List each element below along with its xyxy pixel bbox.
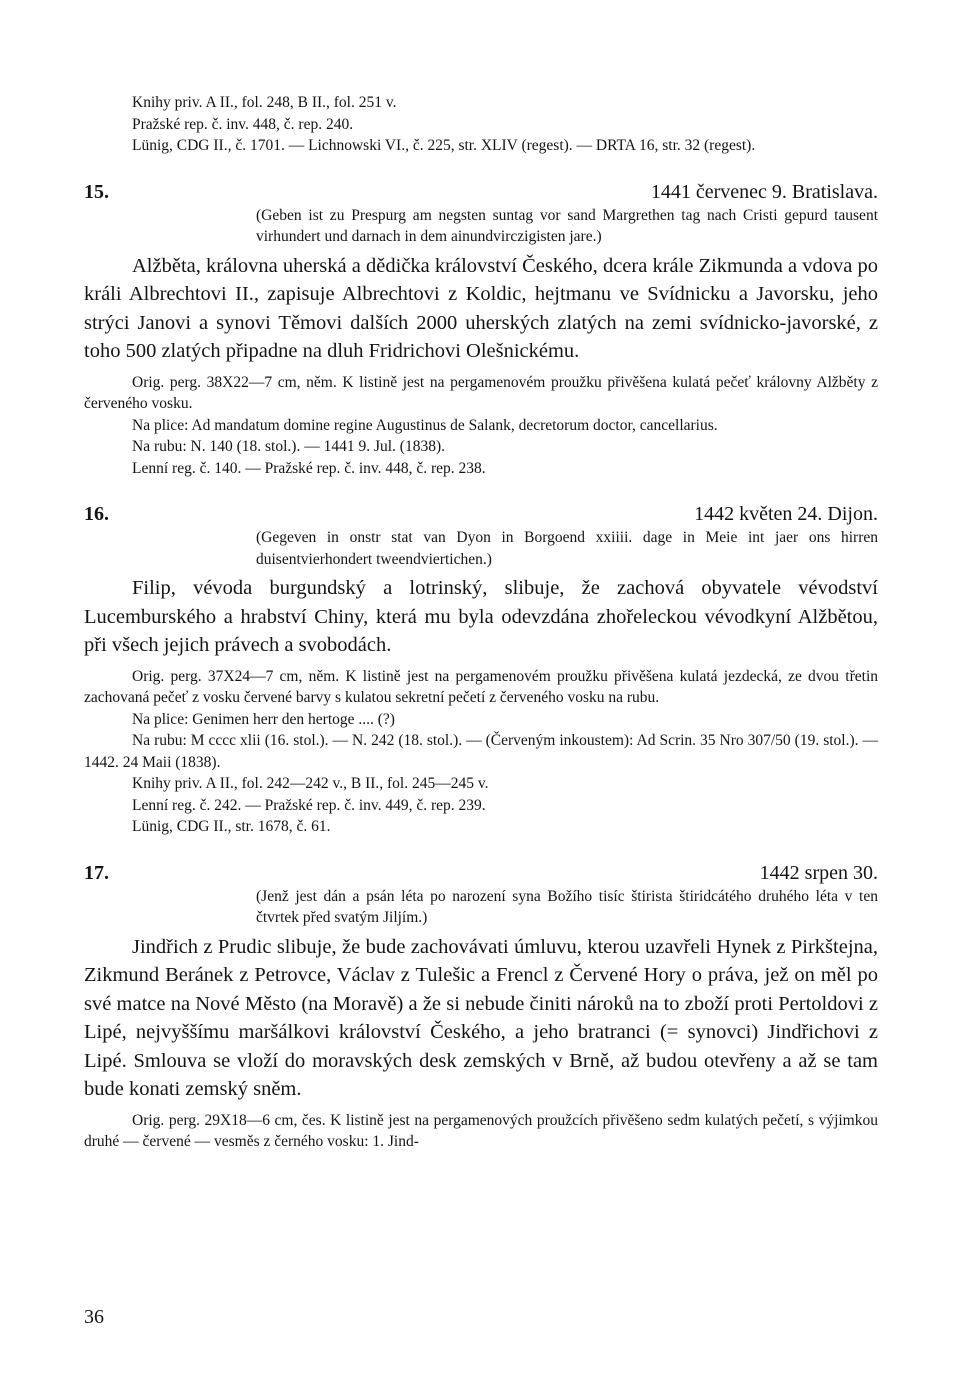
original-dating-text: (Gegeven in onstr stat van Dyon in Borgoend xxiiii. dage in Meie int jaer ons hirren duisentvierhondert tweendviertichen.)	[256, 529, 878, 568]
original-dating-text: (Jenž jest dán a psán léta po narození syna Božího tisíc štirista štiridcátého druhého léta v ten čtvrtek před svatým Jiljím.)	[256, 887, 878, 926]
note-line: Na rubu: M cccc xlii (16. stol.). — N. 242 (18. stol.). — (Červeným inkoustem): Ad Scrin. 35 Nro 307/50 (19. stol.). — 1442. 24 Maii (1838).	[84, 732, 878, 771]
reference-line: Knihy priv. A II., fol. 248, B II., fol. 251 v.	[132, 94, 397, 111]
reference-line: Lünig, CDG II., č. 1701. — Lichnowski VI., č. 225, str. XLIV (regest). — DRTA 16, str. 32 (regest).	[132, 137, 756, 154]
entry-date-place: 1441 červenec 9. Bratislava.	[650, 180, 878, 203]
entry-notes	[84, 372, 878, 480]
entry-heading	[84, 860, 878, 886]
regest-text: Filip, vévoda burgundský a lotrinský, slibuje, že zachová obyvatele vévodství Lucemburského a hrabství Chiny, která mu byla odevzdána zhořeleckou vévodkyní Alžbětou, při všech jejich právech a svobodách.	[84, 577, 878, 656]
note-line: Orig. perg. 38X22—7 cm, něm. K listině jest na pergamenovém proužku přivěšena kulatá pečeť královny Alžběty z červeného vosku.	[84, 373, 878, 412]
entry-notes	[84, 1110, 878, 1153]
note-line: Orig. perg. 29X18—6 cm, čes. K listině jest na pergamenových proužcích přivěšeno sedm kulatých pečetí, s výjimkou druhé — červené — vesměs z černého vosku: 1. Jind-	[84, 1111, 878, 1150]
entry-heading	[84, 501, 878, 527]
note-line: Na rubu: N. 140 (18. stol.). — 1441 9. Jul. (1838).	[132, 438, 445, 455]
entry-heading	[84, 179, 878, 205]
note-line: Na plice: Genimen herr den hertoge .... (?)	[132, 710, 395, 728]
entry-16	[84, 501, 878, 838]
note-line: Na plice: Ad mandatum domine regine Augustinus de Salank, decretorum doctor, cancellarius.	[132, 416, 718, 434]
regest-text: Jindřich z Prudic slibuje, že bude zachovávati úmluvu, kterou uzavřeli Hynek z Pirkštejna, Zikmund Beránek z Petrovce, Václav z Tulešic a Frencl z Červené Hory o práva, jež on měl po své matce na Nové Město (na Moravě) a že si nebude činiti nároků na to zboží proti Pertoldovi z Lipé, nejvyššímu maršálkovi království Českého, a jeho bratranci (= synovci) Jindřichovi z Lipé. Smlouva se vloží do moravských desk zemských v Brně, až budou otevřeny a až se tam bude konati zemský sněm.	[84, 935, 878, 1100]
regest-text: Alžběta, královna uherská a dědička království Českého, dcera krále Zikmunda a vdova po králi Albrechtovi II., zapisuje Albrechtovi z Koldic, hejtmanu ve Svídnicku a Javorsku, jeho strýci Janovi a synovi Těmovi dalších 2000 uherských zlatých na zemi svídnicko-javorské, z toho 500 zlatých připadne na dluh Fridrichovi Olešnickému.	[84, 254, 878, 362]
entry-date-place: 1442 srpen 30.	[759, 861, 878, 884]
document-page	[84, 92, 878, 1153]
note-line: Lenní reg. č. 242. — Pražské rep. č. inv. 449, č. rep. 239.	[132, 796, 486, 814]
page-number: 36	[84, 1306, 104, 1328]
note-line: Knihy priv. A II., fol. 242—242 v., B II., fol. 245—245 v.	[132, 775, 489, 792]
original-dating-text: (Geben ist zu Prespurg am negsten suntag vor sand Margrethen tag nach Cristi gepurd tausent virhundert und darnach in dem ainundvirczigisten jare.)	[256, 206, 878, 245]
entry-number: 16.	[84, 503, 109, 525]
note-line: Orig. perg. 37X24—7 cm, něm. K listině jest na pergamenovém proužku přivěšena kulatá jezdecká, ze dvou třetin zachovaná pečeť z vosku červené barvy s kulatou sekretní pečetí z červeného vosku na rubu.	[84, 667, 878, 706]
entry-number: 15.	[84, 180, 109, 203]
note-line: Lenní reg. č. 140. — Pražské rep. č. inv. 448, č. rep. 238.	[132, 459, 486, 477]
entry-notes	[84, 666, 878, 838]
entry-number: 17.	[84, 861, 109, 884]
entry-17	[84, 860, 878, 1153]
note-line: Lünig, CDG II., str. 1678, č. 61.	[132, 818, 331, 835]
entry-date-place: 1442 květen 24. Dijon.	[694, 503, 878, 525]
top-references	[84, 92, 878, 157]
entry-15	[84, 179, 878, 480]
reference-line: Pražské rep. č. inv. 448, č. rep. 240.	[132, 115, 354, 133]
